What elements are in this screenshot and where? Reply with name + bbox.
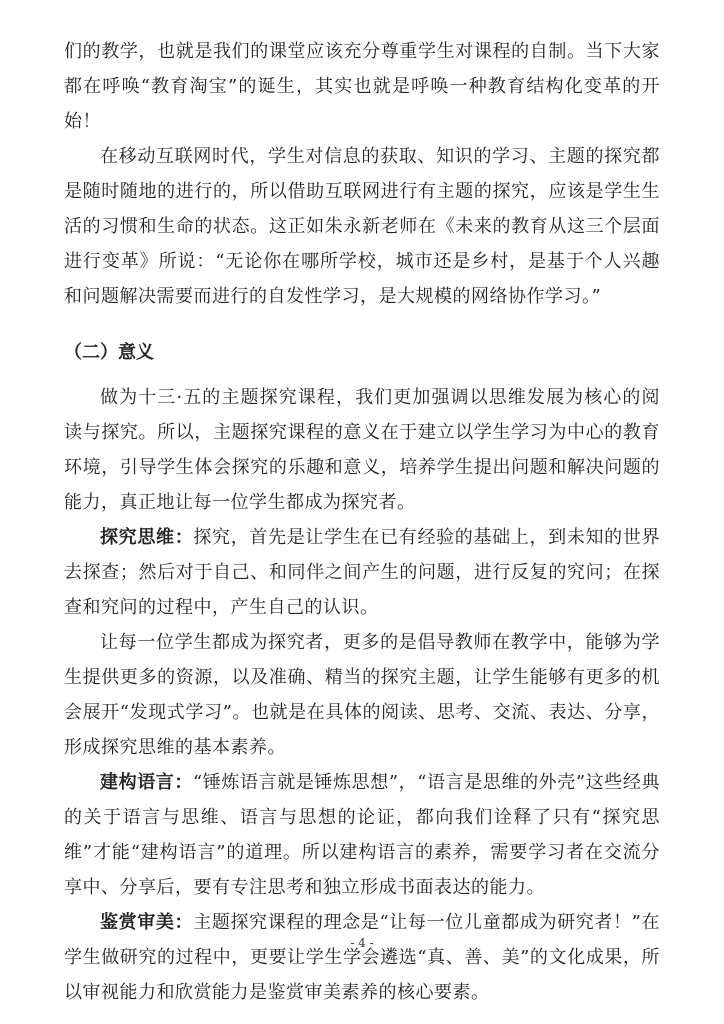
paragraph-mobile-internet: 在移动互联网时代，学生对信息的获取、知识的学习、主题的探究都是随时随地的进行的，所以借助互联网进行有主题的探究，应该是学生生活的习惯和生命的状态。这正如朱永新老师在《未来的教育从这三个层面进行变革》所说：“无论你在哪所学校，城市还是乡村，是基于个人兴趣和问题解决需要而进行的自发性学习，是大规模的网络协作学习。” [64, 146, 660, 307]
paragraph-inquiry-thinking [64, 520, 660, 625]
paragraph-significance: 做为十三·五的主题探究课程，我们更加强调以思维发展为核心的阅读与探究。所以，主题探究课程的意义在于建立以学生学习为中心的教育环境，引导学生体会探究的乐趣和意义，培养学生提出问题和解决问题的能力，真正地让每一位学生都成为探究者。 [64, 387, 660, 513]
paragraph-text: 探究，首先是让学生在已有经验的基础上，到未知的世界去探查；然后对于自己、和同伴之间产生的问题，进行反复的究问；在探查和究问的过程中，产生自己的认识。 [64, 527, 661, 618]
paragraph-appreciation [64, 905, 660, 1010]
paragraph-text: 主题探究课程的理念是“让每一位儿童都成为研究者！”在学生做研究的过程中，更要让学生学会遴选“真、善、美”的文化成果，所以审视能力和欣赏能力是鉴赏审美素养的核心要素。 [64, 912, 661, 1003]
section-heading: （二）意义 [64, 342, 154, 363]
lead-term-inquiry-thinking: 探究思维： [100, 527, 194, 548]
lead-term-appreciation: 鉴赏审美： [100, 912, 194, 933]
paragraph-construct-language [64, 765, 660, 905]
lead-term-construct-language: 建构语言： [100, 772, 194, 793]
paragraph-text: “锤炼语言就是锤炼思想”，“语言是思维的外壳”这些经典的关于语言与思维、语言与思想的论证，都向我们诠释了只有“探究思维”才能“建构语言”的道理。所以建构语言的素养，需要学习者在交流分享中、分享后，要有专注思考和独立形成书面表达的能力。 [64, 772, 660, 898]
paragraph-continuation: 们的教学，也就是我们的课堂应该充分尊重学生对课程的自制。当下大家都在呼唤“教育淘宝”的诞生，其实也就是呼唤一种教育结构化变革的开始！ [64, 41, 660, 132]
paragraph-every-student: 让每一位学生都成为探究者，更多的是倡导教师在教学中，能够为学生提供更多的资源，以及准确、精当的探究主题，让学生能够有更多的机会展开“发现式学习”。也就是在具体的阅读、思考、交流、表达、分享，形成探究思维的基本素养。 [64, 632, 660, 758]
page-number: - 4 - [350, 936, 374, 950]
